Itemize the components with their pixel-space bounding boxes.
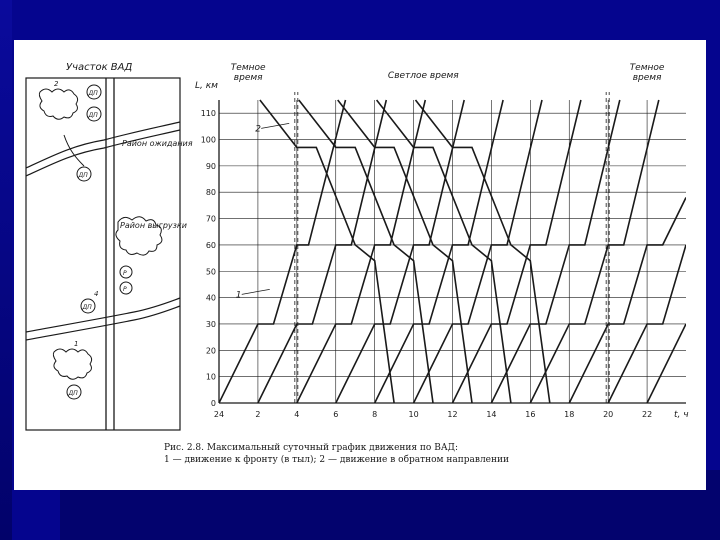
y-tick-label-10: 100	[200, 135, 216, 145]
bottom-area-blob	[53, 349, 91, 379]
y-tick-label-3: 30	[205, 319, 216, 329]
y-tick-label-1: 10	[205, 372, 216, 382]
line-marker-label-1: 1	[235, 290, 242, 301]
x-tick-label-4: 8	[372, 410, 378, 419]
figure-sheet	[14, 40, 706, 490]
y-axis-label: L, км	[195, 81, 218, 91]
dp-label-low: ДП	[82, 304, 92, 311]
line-marker-leader-1	[242, 289, 270, 294]
y-tick-label-9: 90	[205, 161, 216, 171]
figure-canvas	[14, 40, 706, 490]
period-label-1: Светлое время	[387, 71, 459, 81]
series-line-forward-6	[453, 100, 581, 403]
y-tick-label-7: 70	[205, 214, 216, 224]
chart-labels	[195, 63, 689, 420]
x-tick-label-0: 24	[213, 410, 225, 419]
x-tick-label-3: 6	[333, 410, 339, 419]
unloading-area-label: Район выгрузки	[120, 221, 187, 230]
waiting-area-label: Район ожидания	[122, 139, 193, 148]
series-line-forward-11	[647, 324, 686, 403]
series-line-forward-2	[297, 100, 426, 403]
y-tick-label-11: 110	[200, 109, 216, 119]
line-marker-leader-2	[261, 123, 289, 128]
y-tick-label-8: 80	[205, 188, 216, 198]
series-line-forward-3	[336, 100, 464, 403]
river-lower-bank-a	[26, 298, 180, 332]
line-marker-label-2: 2	[255, 124, 261, 135]
x-tick-label-10: 20	[603, 410, 614, 419]
road-section-diagram	[26, 62, 193, 430]
x-tick-label-8: 16	[525, 410, 536, 419]
dp-label-mid: ДП	[78, 172, 88, 179]
series-line-forward-8	[530, 100, 659, 403]
area-number-2: 2	[54, 80, 59, 88]
traffic-schedule-chart	[195, 63, 689, 420]
y-tick-label-5: 50	[205, 267, 216, 277]
y-tick-label-6: 60	[205, 240, 216, 250]
diagram-title: Участок ВАД	[66, 62, 133, 73]
caption-line-2: 1 — движение к фронту (в тыл); 2 — движение в обратном направлении	[164, 455, 509, 465]
period-label-0: Темное время	[230, 63, 266, 83]
y-tick-label-4: 40	[205, 293, 216, 303]
y-tick-label-0: 0	[210, 399, 216, 408]
x-tick-label-9: 18	[564, 410, 575, 419]
dp-label-top-2: ДП	[88, 112, 98, 119]
top-area-blob	[39, 89, 77, 119]
r-label-2: Р	[123, 286, 127, 293]
x-tick-label-5: 10	[408, 410, 419, 419]
area-number-4: 4	[94, 290, 99, 298]
series-line-forward-7	[491, 100, 619, 403]
x-tick-label-6: 12	[447, 410, 458, 419]
x-tick-label-2: 4	[294, 410, 300, 419]
diagram-frame	[26, 78, 180, 430]
x-tick-label-1: 2	[255, 410, 261, 419]
y-tick-label-2: 20	[205, 346, 216, 356]
x-tick-label-11: 22	[641, 410, 653, 419]
period-label-2: Темное время	[629, 63, 665, 83]
caption-line-1: Рис. 2.8. Максимальный суточный график движения по ВАД:	[164, 443, 458, 453]
r-label-1: Р	[123, 270, 127, 277]
x-tick-label-7: 14	[486, 410, 497, 419]
series-line-forward-5	[414, 100, 542, 403]
river-upper-bank-b	[26, 130, 180, 176]
dp-label-top: ДП	[88, 90, 98, 97]
series-line-forward-1	[258, 100, 386, 403]
river-lower-bank-b	[26, 306, 180, 340]
x-axis-label: t, ч	[674, 410, 689, 420]
series-line-forward-4	[375, 100, 503, 403]
figure-caption	[164, 442, 694, 466]
slide-left-band	[0, 0, 12, 540]
series-line-forward-0	[219, 100, 346, 403]
dp-label-bottom: ДП	[68, 390, 78, 397]
area-number-1: 1	[74, 340, 79, 348]
